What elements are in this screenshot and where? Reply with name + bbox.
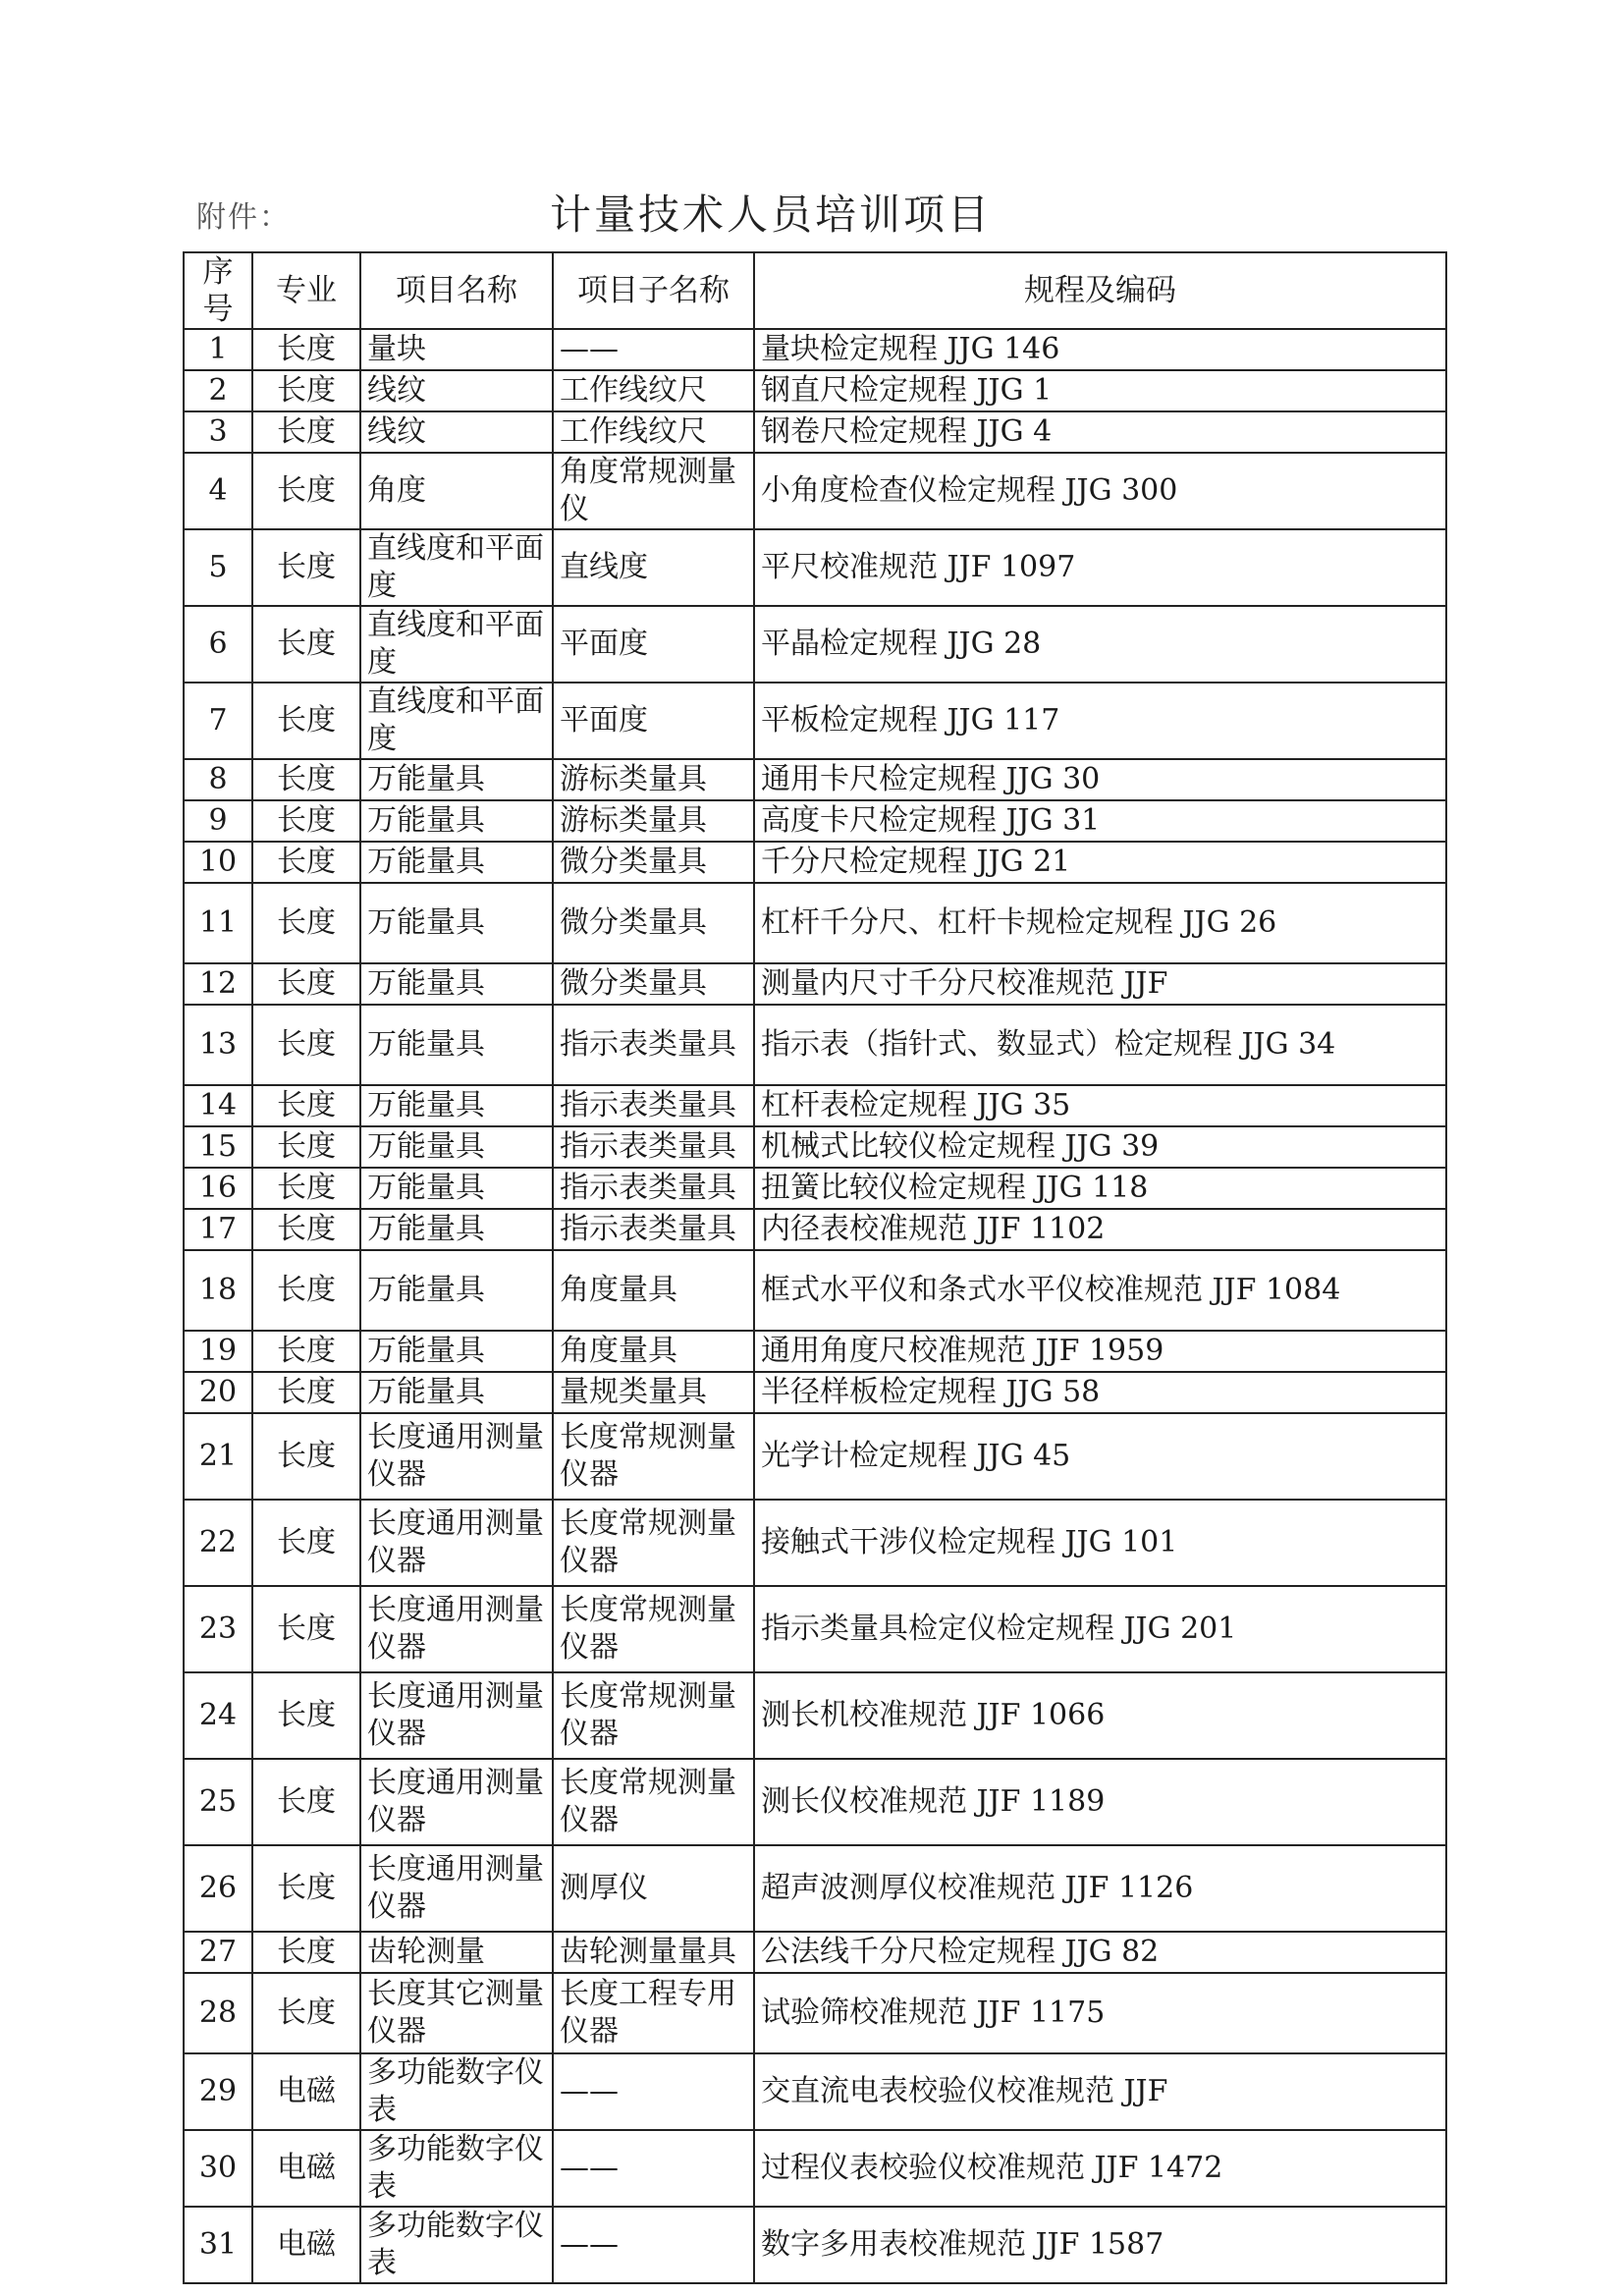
cell-major: 长度 [252,1759,360,1845]
cell-regulation: 过程仪表校验仪校准规范 JJF 1472 [754,2130,1446,2207]
cell-project-name: 多功能数字仪表 [360,2207,553,2283]
cell-major: 长度 [252,800,360,842]
cell-project-name: 万能量具 [360,1168,553,1209]
cell-sub-name: 指示表类量具 [553,1126,754,1168]
cell-index: 2 [184,370,252,411]
cell-regulation: 钢卷尺检定规程 JJG 4 [754,411,1446,453]
cell-regulation: 超声波测厚仪校准规范 JJF 1126 [754,1845,1446,1932]
table-row [184,2130,1446,2207]
cell-sub-name: 微分类量具 [553,963,754,1005]
cell-major: 长度 [252,1168,360,1209]
table-row [184,1672,1446,1759]
cell-major: 长度 [252,842,360,883]
cell-major: 长度 [252,1331,360,1372]
cell-index: 23 [184,1586,252,1672]
col-header-sub-name: 项目子名称 [553,252,754,329]
cell-project-name: 量块 [360,329,553,370]
table-row [184,1126,1446,1168]
cell-regulation: 公法线千分尺检定规程 JJG 82 [754,1932,1446,1973]
cell-index: 15 [184,1126,252,1168]
cell-project-name: 长度通用测量仪器 [360,1500,553,1586]
cell-sub-name: 直线度 [553,529,754,606]
cell-project-name: 直线度和平面度 [360,529,553,606]
table-row [184,2207,1446,2283]
cell-sub-name: 长度常规测量仪器 [553,1672,754,1759]
cell-sub-name: 长度工程专用仪器 [553,1973,754,2053]
header-row [184,252,1446,329]
cell-index: 18 [184,1250,252,1331]
cell-major: 长度 [252,1586,360,1672]
cell-sub-name: 指示表类量具 [553,1168,754,1209]
cell-project-name: 万能量具 [360,883,553,963]
cell-project-name: 万能量具 [360,1126,553,1168]
cell-sub-name: 齿轮测量量具 [553,1932,754,1973]
cell-sub-name: 游标类量具 [553,759,754,800]
cell-index: 1 [184,329,252,370]
cell-regulation: 通用卡尺检定规程 JJG 30 [754,759,1446,800]
table-row [184,411,1446,453]
table-row [184,529,1446,606]
cell-regulation: 钢直尺检定规程 JJG 1 [754,370,1446,411]
cell-index: 11 [184,883,252,963]
cell-major: 长度 [252,329,360,370]
cell-index: 17 [184,1209,252,1250]
cell-project-name: 线纹 [360,370,553,411]
cell-index: 4 [184,453,252,529]
cell-project-name: 万能量具 [360,1331,553,1372]
cell-regulation: 杠杆表检定规程 JJG 35 [754,1085,1446,1126]
cell-major: 电磁 [252,2130,360,2207]
col-header-regulation: 规程及编码 [754,252,1446,329]
cell-major: 长度 [252,1845,360,1932]
cell-project-name: 多功能数字仪表 [360,2053,553,2130]
cell-sub-name: 长度常规测量仪器 [553,1413,754,1500]
col-header-index: 序号 [184,252,252,329]
cell-regulation: 扭簧比较仪检定规程 JJG 118 [754,1168,1446,1209]
cell-index: 6 [184,606,252,683]
training-items-table [183,251,1447,2284]
cell-sub-name: 测厚仪 [553,1845,754,1932]
cell-project-name: 万能量具 [360,800,553,842]
attachment-label: 附件： [196,200,291,235]
cell-regulation: 内径表校准规范 JJF 1102 [754,1209,1446,1250]
table-row [184,1413,1446,1500]
cell-major: 长度 [252,1126,360,1168]
table-row [184,759,1446,800]
cell-index: 22 [184,1500,252,1586]
cell-regulation: 量块检定规程 JJG 146 [754,329,1446,370]
cell-sub-name: 量规类量具 [553,1372,754,1413]
table-row [184,1759,1446,1845]
cell-sub-name: —— [553,2207,754,2283]
table-row [184,329,1446,370]
cell-sub-name: 微分类量具 [553,842,754,883]
cell-project-name: 多功能数字仪表 [360,2130,553,2207]
cell-index: 27 [184,1932,252,1973]
table-row [184,606,1446,683]
cell-regulation: 指示类量具检定仪检定规程 JJG 201 [754,1586,1446,1672]
cell-project-name: 齿轮测量 [360,1932,553,1973]
cell-major: 长度 [252,683,360,759]
cell-index: 28 [184,1973,252,2053]
table-row [184,1845,1446,1932]
cell-sub-name: 平面度 [553,606,754,683]
table-row [184,963,1446,1005]
cell-index: 20 [184,1372,252,1413]
cell-index: 19 [184,1331,252,1372]
cell-major: 长度 [252,606,360,683]
cell-sub-name: 工作线纹尺 [553,411,754,453]
cell-sub-name: 角度量具 [553,1331,754,1372]
table-row [184,800,1446,842]
table-row [184,370,1446,411]
cell-regulation: 杠杆千分尺、杠杆卡规检定规程 JJG 26 [754,883,1446,963]
cell-regulation: 通用角度尺校准规范 JJF 1959 [754,1331,1446,1372]
cell-regulation: 测量内尺寸千分尺校准规范 JJF [754,963,1446,1005]
cell-major: 长度 [252,529,360,606]
cell-regulation: 框式水平仪和条式水平仪校准规范 JJF 1084 [754,1250,1446,1331]
cell-project-name: 万能量具 [360,842,553,883]
cell-major: 长度 [252,1085,360,1126]
cell-sub-name: —— [553,2130,754,2207]
cell-regulation: 试验筛校准规范 JJF 1175 [754,1973,1446,2053]
cell-regulation: 光学计检定规程 JJG 45 [754,1413,1446,1500]
cell-index: 12 [184,963,252,1005]
cell-index: 7 [184,683,252,759]
table-row [184,1331,1446,1372]
cell-sub-name: 游标类量具 [553,800,754,842]
cell-regulation: 高度卡尺检定规程 JJG 31 [754,800,1446,842]
col-header-project-name: 项目名称 [360,252,553,329]
cell-project-name: 万能量具 [360,963,553,1005]
table-row [184,2053,1446,2130]
cell-regulation: 接触式干涉仪检定规程 JJG 101 [754,1500,1446,1586]
cell-project-name: 万能量具 [360,1209,553,1250]
cell-sub-name: 角度常规测量仪 [553,453,754,529]
table-body [184,329,1446,2283]
cell-regulation: 平尺校准规范 JJF 1097 [754,529,1446,606]
cell-sub-name: —— [553,2053,754,2130]
cell-project-name: 长度通用测量仪器 [360,1672,553,1759]
cell-project-name: 直线度和平面度 [360,606,553,683]
cell-regulation: 测长机校准规范 JJF 1066 [754,1672,1446,1759]
table-row [184,1586,1446,1672]
cell-major: 长度 [252,1672,360,1759]
cell-index: 5 [184,529,252,606]
cell-major: 长度 [252,1209,360,1250]
table-row [184,1085,1446,1126]
cell-index: 31 [184,2207,252,2283]
cell-sub-name: 指示表类量具 [553,1005,754,1085]
cell-major: 长度 [252,411,360,453]
cell-regulation: 半径样板检定规程 JJG 58 [754,1372,1446,1413]
cell-major: 长度 [252,1005,360,1085]
cell-project-name: 线纹 [360,411,553,453]
cell-index: 29 [184,2053,252,2130]
cell-sub-name: 长度常规测量仪器 [553,1500,754,1586]
cell-regulation: 千分尺检定规程 JJG 21 [754,842,1446,883]
cell-index: 3 [184,411,252,453]
cell-regulation: 机械式比较仪检定规程 JJG 39 [754,1126,1446,1168]
cell-regulation: 数字多用表校准规范 JJF 1587 [754,2207,1446,2283]
table-header [184,252,1446,329]
cell-project-name: 长度通用测量仪器 [360,1759,553,1845]
cell-regulation: 指示表（指针式、数显式）检定规程 JJG 34 [754,1005,1446,1085]
cell-index: 8 [184,759,252,800]
cell-project-name: 长度通用测量仪器 [360,1845,553,1932]
col-header-major: 专业 [252,252,360,329]
cell-project-name: 万能量具 [360,759,553,800]
table-row [184,1250,1446,1331]
cell-index: 25 [184,1759,252,1845]
table-row [184,1168,1446,1209]
table-row [184,1973,1446,2053]
cell-sub-name: —— [553,329,754,370]
page-title: 计量技术人员培训项目 [550,191,993,239]
table-row [184,1932,1446,1973]
cell-sub-name: 指示表类量具 [553,1209,754,1250]
cell-index: 14 [184,1085,252,1126]
cell-major: 长度 [252,883,360,963]
table-row [184,1500,1446,1586]
cell-project-name: 万能量具 [360,1372,553,1413]
cell-major: 长度 [252,1932,360,1973]
cell-index: 16 [184,1168,252,1209]
cell-project-name: 角度 [360,453,553,529]
cell-regulation: 平板检定规程 JJG 117 [754,683,1446,759]
cell-project-name: 万能量具 [360,1250,553,1331]
table-row [184,683,1446,759]
cell-major: 电磁 [252,2053,360,2130]
cell-project-name: 直线度和平面度 [360,683,553,759]
table-row [184,453,1446,529]
cell-major: 长度 [252,1973,360,2053]
table-row [184,883,1446,963]
cell-regulation: 交直流电表校验仪校准规范 JJF [754,2053,1446,2130]
cell-sub-name: 长度常规测量仪器 [553,1759,754,1845]
cell-project-name: 万能量具 [360,1005,553,1085]
table-row [184,1372,1446,1413]
cell-index: 13 [184,1005,252,1085]
cell-sub-name: 长度常规测量仪器 [553,1586,754,1672]
cell-major: 长度 [252,453,360,529]
cell-sub-name: 指示表类量具 [553,1085,754,1126]
cell-index: 10 [184,842,252,883]
cell-major: 长度 [252,1372,360,1413]
cell-sub-name: 角度量具 [553,1250,754,1331]
cell-sub-name: 微分类量具 [553,883,754,963]
cell-major: 电磁 [252,2207,360,2283]
cell-project-name: 长度其它测量仪器 [360,1973,553,2053]
cell-project-name: 长度通用测量仪器 [360,1413,553,1500]
cell-index: 9 [184,800,252,842]
cell-major: 长度 [252,1413,360,1500]
cell-regulation: 平晶检定规程 JJG 28 [754,606,1446,683]
cell-major: 长度 [252,963,360,1005]
cell-major: 长度 [252,759,360,800]
table-row [184,1209,1446,1250]
cell-index: 24 [184,1672,252,1759]
cell-sub-name: 平面度 [553,683,754,759]
cell-index: 30 [184,2130,252,2207]
cell-major: 长度 [252,1250,360,1331]
cell-major: 长度 [252,1500,360,1586]
cell-major: 长度 [252,370,360,411]
table-row [184,1005,1446,1085]
cell-regulation: 小角度检查仪检定规程 JJG 300 [754,453,1446,529]
table-row [184,842,1446,883]
cell-index: 21 [184,1413,252,1500]
cell-index: 26 [184,1845,252,1932]
cell-sub-name: 工作线纹尺 [553,370,754,411]
cell-project-name: 长度通用测量仪器 [360,1586,553,1672]
cell-project-name: 万能量具 [360,1085,553,1126]
cell-regulation: 测长仪校准规范 JJF 1189 [754,1759,1446,1845]
